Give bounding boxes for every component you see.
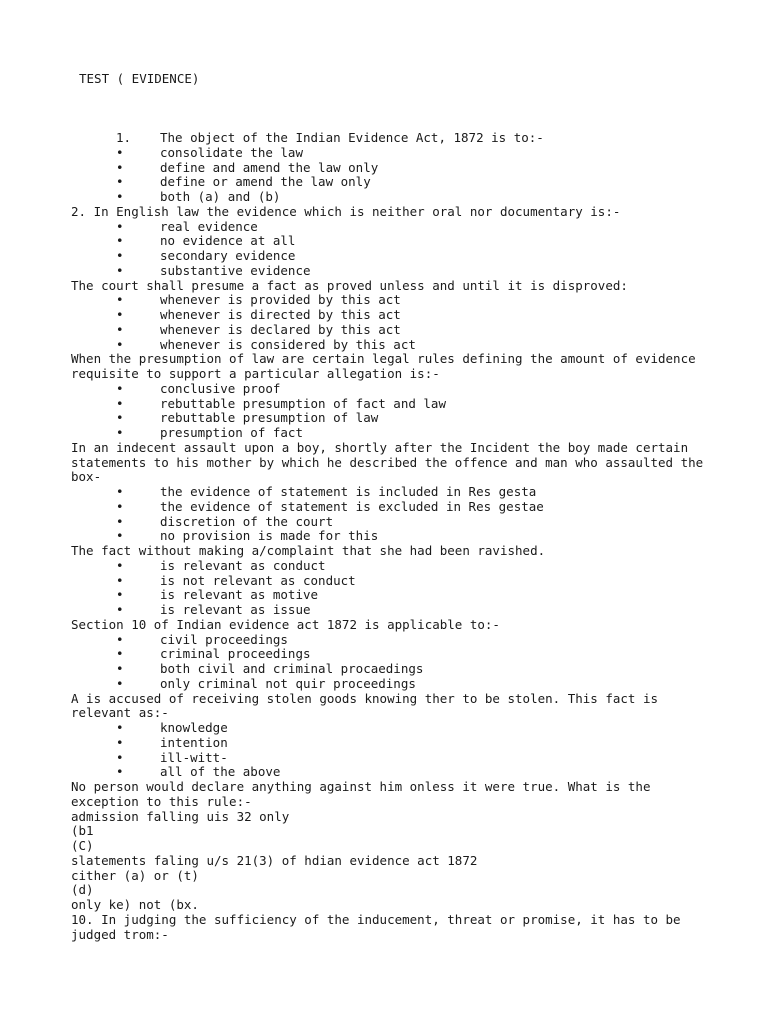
- bullet-icon: •: [116, 307, 124, 322]
- bullet-icon: •: [116, 764, 124, 780]
- option-text: rebuttable presumption of law: [160, 410, 379, 426]
- bullet-icon: •: [116, 233, 124, 249]
- answer-line: slatements faling u/s 21(3) of hdian evidence act 1872: [71, 852, 478, 868]
- option-text: is relevant as issue: [160, 602, 311, 617]
- option-item: [71, 574, 711, 589]
- option-item: [71, 338, 711, 353]
- question-4-text: When the presumption of law are certain legal rules defining the amount of evidence requisite to support a particular allegation is:-: [71, 351, 704, 381]
- option-text: criminal proceedings: [160, 646, 311, 662]
- answer-line: admission falling uis 32 only: [71, 808, 290, 824]
- bullet-icon: •: [116, 395, 124, 411]
- option-item: [71, 426, 711, 441]
- option-item: [71, 146, 711, 161]
- option-text: is relevant as conduct: [160, 557, 326, 573]
- bullet-icon: •: [116, 380, 124, 396]
- option-item: [71, 382, 711, 397]
- bullet-icon: •: [116, 425, 124, 440]
- bullet-icon: •: [116, 292, 124, 308]
- option-item: [71, 603, 711, 618]
- option-text: all of the above: [160, 764, 281, 780]
- option-item: [71, 677, 711, 692]
- option-text: define or amend the law only: [160, 174, 371, 190]
- option-text: whenever is provided by this act: [160, 292, 401, 308]
- question-9-text: No person would declare anything against him onless it were true. What is the exception to this rule:-: [71, 779, 659, 809]
- option-text: no provision is made for this: [160, 528, 379, 544]
- question-10-text: 10. In judging the sufficiency of the inducement, threat or promise, it has to be judged trom:-: [71, 911, 689, 942]
- option-item: [71, 559, 711, 574]
- option-item: [71, 234, 711, 249]
- option-text: the evidence of statement is excluded in Res gestae: [160, 498, 544, 514]
- bullet-icon: •: [116, 189, 124, 204]
- option-item: [71, 308, 711, 323]
- bullet-icon: •: [116, 734, 124, 750]
- answer-line: only ke) not (bx.: [71, 897, 199, 912]
- option-item: [71, 633, 711, 648]
- option-text: substantive evidence: [160, 262, 311, 278]
- question-1: [71, 131, 711, 146]
- bullet-icon: •: [116, 498, 124, 514]
- option-item: [71, 529, 711, 544]
- option-text: whenever is declared by this act: [160, 321, 401, 337]
- option-text: conclusive proof: [160, 380, 281, 396]
- question-text: The object of the Indian Evidence Act, 1872 is to:-: [160, 130, 544, 145]
- option-item: [71, 411, 711, 426]
- option-text: ill-witt-: [160, 749, 228, 765]
- question-list: [71, 131, 711, 942]
- bullet-icon: •: [116, 410, 124, 426]
- bullet-icon: •: [116, 631, 124, 647]
- option-text: both civil and criminal procaedings: [160, 661, 424, 676]
- option-item: [71, 220, 711, 235]
- option-text: no evidence at all: [160, 233, 296, 249]
- answer-line: (b1: [71, 823, 94, 839]
- bullet-icon: •: [116, 646, 124, 662]
- option-text: knowledge: [160, 720, 228, 735]
- question-2-text: 2. In English law the evidence which is neither oral nor documentary is:-: [71, 203, 621, 219]
- option-text: only criminal not quir proceedings: [160, 675, 416, 691]
- option-text: civil proceedings: [160, 631, 288, 647]
- option-item: [71, 264, 711, 279]
- option-text: real evidence: [160, 218, 258, 234]
- option-text: both (a) and (b): [160, 189, 281, 204]
- option-text: intention: [160, 734, 228, 750]
- bullet-icon: •: [116, 336, 124, 352]
- bullet-icon: •: [116, 749, 124, 765]
- option-text: secondary evidence: [160, 248, 296, 263]
- option-text: whenever is directed by this act: [160, 307, 401, 322]
- option-item: [71, 397, 711, 412]
- option-text: is not relevant as conduct: [160, 572, 356, 588]
- bullet-icon: •: [116, 248, 124, 263]
- bullet-icon: •: [116, 587, 124, 603]
- answer-line: (d): [71, 882, 94, 898]
- question-3-text: The court shall presume a fact as proved unless and until it is disproved:: [71, 277, 628, 293]
- bullet-icon: •: [116, 144, 124, 160]
- option-text: discretion of the court: [160, 513, 334, 529]
- option-item: [71, 161, 711, 176]
- option-text: consolidate the law: [160, 144, 303, 160]
- question-5-text: In an indecent assault upon a boy, shortly after the Incident the boy made certain statements to his mother by which he described the offence and man who assaulted the box-: [71, 439, 711, 485]
- bullet-icon: •: [116, 159, 124, 175]
- answer-line: cither (a) or (t): [71, 867, 199, 883]
- bullet-icon: •: [116, 321, 124, 337]
- bullet-icon: •: [116, 174, 124, 190]
- bullet-icon: •: [116, 484, 124, 499]
- option-item: [71, 175, 711, 190]
- option-item: [71, 249, 711, 264]
- bullet-icon: •: [116, 218, 124, 234]
- question-8-text: A is accused of receiving stolen goods knowing ther to be stolen. This fact is relevant as:-: [71, 690, 666, 721]
- bullet-icon: •: [116, 513, 124, 529]
- bullet-icon: •: [116, 675, 124, 691]
- bullet-icon: •: [116, 661, 124, 676]
- option-item: [71, 190, 711, 205]
- option-text: whenever is considered by this act: [160, 336, 416, 352]
- option-text: the evidence of statement is included in Res gesta: [160, 484, 537, 499]
- bullet-icon: •: [116, 572, 124, 588]
- option-item: [71, 588, 711, 603]
- option-item: [71, 647, 711, 662]
- option-item: [71, 323, 711, 338]
- question-7-text: Section 10 of Indian evidence act 1872 is applicable to:-: [71, 616, 500, 632]
- bullet-icon: •: [116, 262, 124, 278]
- option-text: is relevant as motive: [160, 587, 319, 603]
- bullet-icon: •: [116, 602, 124, 617]
- option-item: [71, 485, 711, 500]
- option-item: [71, 721, 711, 736]
- option-item: [71, 500, 711, 515]
- option-item: [71, 765, 711, 780]
- bullet-icon: •: [116, 528, 124, 544]
- option-text: rebuttable presumption of fact and law: [160, 395, 446, 411]
- option-item: [71, 662, 711, 677]
- answer-line: (C): [71, 838, 94, 853]
- option-text: define and amend the law only: [160, 159, 379, 175]
- question-6-text: The fact without making a/complaint that she had been ravished.: [71, 543, 546, 558]
- option-text: presumption of fact: [160, 425, 303, 440]
- option-item: [71, 293, 711, 308]
- question-number: 1.: [116, 130, 132, 145]
- option-item: [71, 515, 711, 530]
- page-title: TEST ( EVIDENCE): [79, 71, 200, 86]
- option-item: [71, 736, 711, 751]
- bullet-icon: •: [116, 557, 124, 573]
- option-item: [71, 751, 711, 766]
- bullet-icon: •: [116, 720, 124, 735]
